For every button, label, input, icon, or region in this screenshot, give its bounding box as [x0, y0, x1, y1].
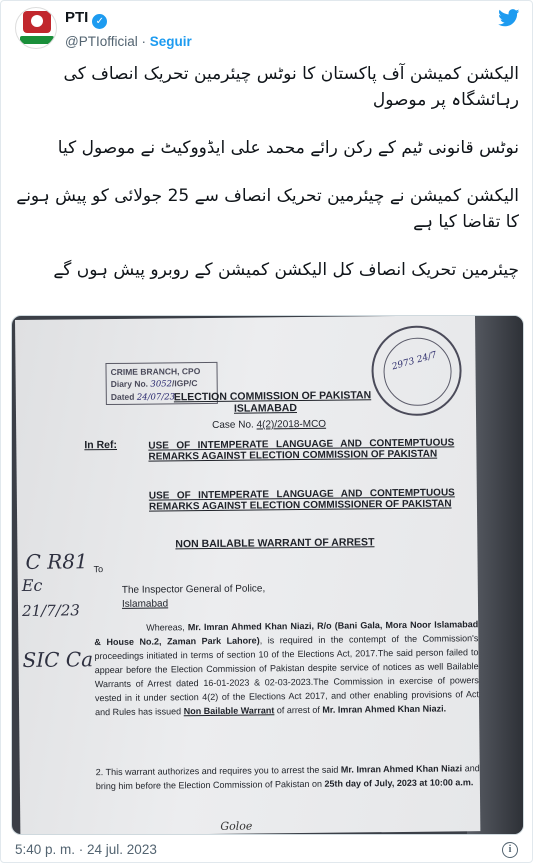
p2-a: 2. This warrant authorizes and requires you to arrest the said: [95, 764, 341, 778]
tweet-header: [15, 7, 520, 51]
handle-separator: ·: [137, 34, 150, 49]
info-icon[interactable]: i: [502, 842, 518, 858]
tweet-paragraph-4: چیئرمین تحریک انصاف کل الیکشن کمیشن کے روبرو پیش ہوں گے: [53, 260, 519, 280]
tweet-paragraph-3: الیکشن کمیشن نے چیئرمین تحریک انصاف سے 25 جولائی کو پیش ہونے کا تقاضا کیا ہے: [16, 186, 519, 232]
p1-f: Mr. Imran Ahmed Khan Niazi.: [322, 703, 447, 715]
warrant-paragraph-2: [96, 761, 480, 793]
display-name[interactable]: PTI: [65, 9, 89, 26]
document-org: ELECTION COMMISSION OF PAKISTAN: [173, 389, 372, 404]
handwritten-note-3: 21/7/23: [21, 601, 80, 620]
pti-logo: [23, 11, 51, 33]
stamp-diary-suffix: /IGP/C: [171, 378, 198, 389]
tweet-paragraph-1: الیکشن کمیشن آف پاکستان کا نوٹس چیئرمین تحریک انصاف کی رہائشگاہ پر موصول: [63, 64, 519, 110]
stamp-diary-label: Diary No.: [110, 378, 149, 390]
seal-handwriting: 2973 24/7: [391, 350, 439, 373]
subject-1: USE OF INTEMPERATE LANGUAGE AND CONTEMPTUOUS REMARKS AGAINST ELECTION COMMISSION OF PAKISTAN: [148, 437, 455, 463]
p2-d: 25th day of July, 2023 at 10:00 a.m.: [324, 777, 474, 789]
tweet-timestamp[interactable]: 5:40 p. m. · 24 jul. 2023: [15, 842, 157, 857]
p1-c: , is required in the contempt of the Commission's proceedings initiated in terms of section 10 of the Elections Act, 2017.The said person failed to appear before the Election Commission of Pakistan despite service of notices as well Bailable Warrants of Arrest dated 16-01-2023 & 02-03-2023.The Commission in exercise of powers vested in it under section 4(2) of the Elections Act 2017, and other enabling provisions of Act and Rules has issued: [94, 633, 479, 718]
tweet-photo[interactable]: [11, 315, 524, 835]
signature: Goloe: [220, 819, 253, 833]
stamp-dated-value: 24/07/23: [136, 392, 176, 403]
warrant-title: NON BAILABLE WARRANT OF ARREST: [175, 536, 375, 551]
twitter-bird-icon[interactable]: [498, 9, 520, 27]
police-seal: [371, 325, 462, 416]
handle-line: [65, 34, 192, 49]
stamp-dated-label: Dated: [110, 391, 135, 403]
follow-button[interactable]: Seguir: [149, 34, 192, 49]
in-ref-label: In Ref:: [84, 438, 118, 452]
p1-a: Whereas,: [146, 622, 188, 633]
to-label: To: [93, 564, 104, 575]
verified-badge-icon: ✓: [92, 14, 107, 29]
case-number: [212, 419, 326, 431]
author-block: [65, 9, 192, 49]
stamp-title: CRIME BRANCH, CPO: [110, 366, 201, 378]
avatar[interactable]: [15, 7, 57, 49]
handwritten-note-1: C R81: [25, 549, 88, 574]
tweet-text: [15, 61, 519, 283]
handwritten-note-4: SIC Ca: [22, 647, 94, 672]
p2-c: and bring him before the Election Commission of Pakistan on: [95, 763, 480, 792]
document-city: ISLAMABAD: [233, 402, 298, 415]
pti-logo-band: [20, 36, 54, 44]
p2-b: Mr. Imran Ahmed Khan Niazi: [340, 763, 463, 775]
warrant-paragraph-1: [94, 617, 479, 719]
tweet-paragraph-2: نوٹس قانونی ٹیم کے رکن رائے محمد علی ایڈووکیٹ نے موصول کیا: [57, 138, 519, 158]
document-paper: [15, 315, 480, 835]
subject-2: USE OF INTEMPERATE LANGUAGE AND CONTEMPTUOUS REMARKS AGAINST ELECTION COMMISSIONER OF PAKISTAN: [148, 487, 455, 513]
handle[interactable]: @PTIofficial: [65, 34, 138, 49]
case-number-value: 4(2)/2018-MCO: [256, 418, 327, 431]
addressee-line-2: Islamabad: [121, 598, 169, 610]
p1-b: Mr. Imran Ahmed Khan Niazi, R/o (Bani Gala, Mora Noor Islamabad & House No.2, Zaman Park Lahore): [94, 619, 479, 648]
stamp-diary-value: 3052: [150, 379, 173, 390]
tweet-footer: [15, 842, 520, 862]
addressee-line-1: The Inspector General of Police,: [121, 583, 266, 596]
case-prefix: Case No.: [212, 419, 257, 431]
p1-d: Non Bailable Warrant: [183, 705, 275, 717]
handwritten-note-2: Ec: [21, 575, 43, 595]
p1-e: of arrest of: [274, 704, 323, 716]
